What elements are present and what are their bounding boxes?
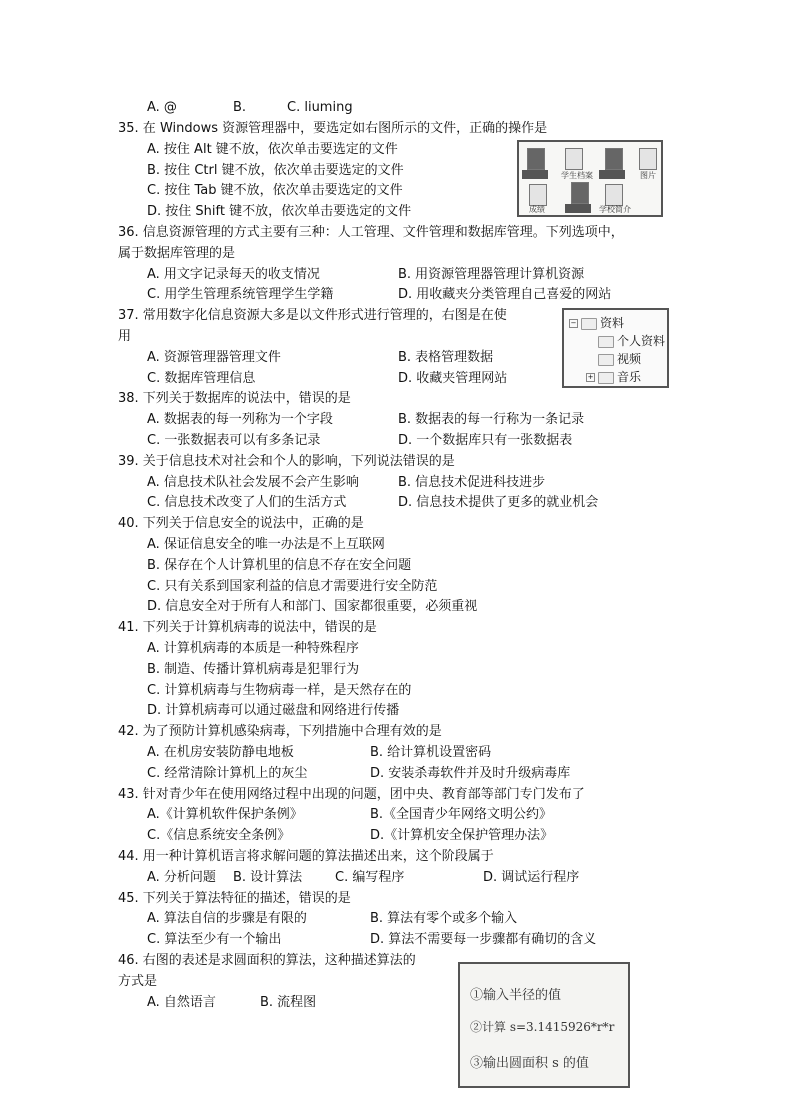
answer-option: B.《全国青少年网络文明公约》 — [370, 807, 553, 823]
answer-option: C. 信息技术改变了人们的生活方式 — [147, 495, 347, 511]
question-stem: 38. 下列关于数据库的说法中，错误的是 — [118, 391, 351, 407]
answer-option: C.《信息系统安全条例》 — [147, 828, 291, 844]
question-stem: 35. 在 Windows 资源管理器中，要选定如右图所示的文件，正确的操作是 — [118, 121, 548, 136]
algorithm-step: ②计算 s=3.1415926*r*r — [470, 1020, 615, 1034]
answer-option: D. 调试运行程序 — [483, 869, 580, 885]
answer-option: A. 在机房安装防静电地板 — [147, 745, 294, 760]
answer-option: D. 计算机病毒可以通过磁盘和网络进行传播 — [147, 703, 400, 719]
tree-node — [598, 350, 641, 367]
prev-option-b: B. — [233, 100, 247, 115]
collapse-icon: − — [570, 319, 577, 327]
answer-option: A. 分析问题 — [147, 869, 216, 885]
answer-option: A. 计算机病毒的本质是一种特殊程序 — [147, 641, 359, 656]
answer-option: B. 制造、传播计算机病毒是犯罪行为 — [147, 661, 360, 677]
question-stem: 用 — [118, 329, 132, 344]
question-stem: 36. 信息资源管理的方式主要有三种：人工管理、文件管理和数据库管理。下列选项中， — [118, 225, 624, 240]
file-label-selected — [565, 204, 591, 213]
answer-option: D. 信息安全对于所有人和部门、国家都很重要，必须重视 — [147, 599, 478, 615]
answer-option: D. 安装杀毒软件并及时升级病毒库 — [370, 765, 571, 781]
file-icon — [565, 148, 583, 170]
answer-option: B. 用资源管理器管理计算机资源 — [398, 266, 585, 282]
tree-node — [586, 368, 641, 385]
folder-icon — [598, 372, 614, 384]
tree-node — [569, 314, 624, 331]
folder-icon — [581, 318, 597, 330]
answer-option: C. 算法至少有一个输出 — [147, 932, 282, 948]
answer-option: A. 算法自信的步骤是有限的 — [147, 911, 307, 927]
file-label: 成绩 — [529, 205, 545, 214]
tree-label: 资料 — [600, 316, 625, 330]
tree-label: 视频 — [617, 352, 642, 366]
file-icon — [605, 184, 623, 206]
tree-label: 音乐 — [617, 370, 642, 384]
answer-option: B. 算法有零个或多个输入 — [370, 911, 518, 927]
folder-icon — [598, 336, 614, 348]
answer-option: C. 按住 Tab 键不放，依次单击要选定的文件 — [147, 183, 403, 199]
file-label: 图片 — [640, 171, 656, 180]
folder-icon — [598, 354, 614, 366]
answer-option: B. 保存在个人计算机里的信息不存在安全问题 — [147, 557, 412, 573]
question-stem: 方式是 — [118, 973, 158, 989]
answer-option: D. 一个数据库只有一张数据表 — [398, 433, 573, 448]
answer-option: A. 资源管理器管理文件 — [147, 349, 281, 365]
answer-option: B. 流程图 — [260, 994, 317, 1010]
question-stem: 42. 为了预防计算机感染病毒，下列措施中合理有效的是 — [118, 724, 442, 740]
answer-option: A. 数据表的每一列称为一个字段 — [147, 412, 333, 428]
answer-option: D.《计算机安全保护管理办法》 — [370, 828, 554, 844]
image-file-icon — [639, 148, 657, 170]
figure-algorithm — [458, 962, 630, 1088]
question-stem: 43. 针对青少年在使用网络过程中出现的问题，团中央、教育部等部门专门发布了 — [118, 786, 585, 802]
answer-option: C. 计算机病毒与生物病毒一样，是天然存在的 — [147, 682, 412, 698]
question-stem: 45. 下列关于算法特征的描述，错误的是 — [118, 890, 351, 906]
algorithm-step: ①输入半径的值 — [470, 988, 562, 1003]
file-icon-selected — [605, 148, 623, 170]
algorithm-step: ③输出圆面积 s 的值 — [470, 1056, 589, 1071]
answer-option: C. 经常清除计算机上的灰尘 — [147, 765, 308, 781]
question-stem: 37. 常用数字化信息资源大多是以文件形式进行管理的，右图是在使 — [118, 308, 507, 324]
expand-icon: + — [587, 373, 594, 381]
answer-option: A. 用文字记录每天的收支情况 — [147, 266, 320, 282]
answer-option: A. 自然语言 — [147, 994, 216, 1010]
question-stem: 属于数据库管理的是 — [118, 245, 236, 261]
question-stem: 39. 关于信息技术对社会和个人的影响，下列说法错误的是 — [118, 453, 455, 469]
answer-option: D. 用收藏夹分类管理自己喜爱的网站 — [398, 287, 612, 303]
answer-option: C. 数据库管理信息 — [147, 370, 256, 386]
answer-option: C. 只有关系到国家利益的信息才需要进行安全防范 — [147, 578, 438, 594]
answer-option: B. 数据表的每一行称为一条记录 — [398, 412, 585, 428]
answer-option: B. 按住 Ctrl 键不放，依次单击要选定的文件 — [147, 162, 404, 178]
file-icon — [529, 184, 547, 206]
file-label-selected — [599, 170, 625, 179]
answer-option: D. 按住 Shift 键不放，依次单击要选定的文件 — [147, 204, 412, 220]
answer-option: A. 信息技术队社会发展不会产生影响 — [147, 474, 359, 490]
question-stem: 40. 下列关于信息安全的说法中，正确的是 — [118, 516, 364, 532]
answer-option: B. 表格管理数据 — [398, 349, 494, 365]
answer-option: B. 信息技术促进科技进步 — [398, 474, 546, 490]
answer-option: A.《计算机软件保护条例》 — [147, 807, 303, 823]
tree-label: 个人资料 — [617, 334, 666, 348]
file-label-selected — [522, 170, 548, 179]
figure-file-selection — [517, 140, 663, 217]
file-icon-selected — [527, 148, 545, 170]
answer-option: A. 按住 Alt 键不放，依次单击要选定的文件 — [147, 141, 398, 157]
answer-option: C. 用学生管理系统管理学生学籍 — [147, 287, 334, 303]
figure-folder-tree — [562, 308, 669, 388]
question-stem: 46. 右图的表述是求圆面积的算法，这种描述算法的 — [118, 953, 416, 968]
answer-option: A. 保证信息安全的唯一办法是不上互联网 — [147, 537, 385, 552]
question-stem: 44. 用一种计算机语言将求解问题的算法描述出来，这个阶段属于 — [118, 849, 494, 864]
answer-option: B. 给计算机设置密码 — [370, 745, 492, 760]
answer-option: D. 收藏夹管理网站 — [398, 370, 508, 386]
prev-option-a: A. @ — [147, 100, 177, 115]
file-label: 学生档案 — [561, 171, 593, 180]
answer-option: D. 算法不需要每一步骤都有确切的含义 — [370, 932, 597, 948]
answer-option: D. 信息技术提供了更多的就业机会 — [398, 495, 599, 511]
prev-option-c: C. liuming — [287, 100, 353, 115]
tree-node — [598, 332, 665, 349]
answer-option: B. 设计算法 — [233, 869, 303, 885]
file-icon-selected — [571, 182, 589, 204]
file-label: 学校简介 — [599, 205, 631, 214]
question-stem: 41. 下列关于计算机病毒的说法中，错误的是 — [118, 620, 377, 636]
answer-option: C. 一张数据表可以有多条记录 — [147, 433, 321, 448]
answer-option: C. 编写程序 — [335, 869, 405, 885]
